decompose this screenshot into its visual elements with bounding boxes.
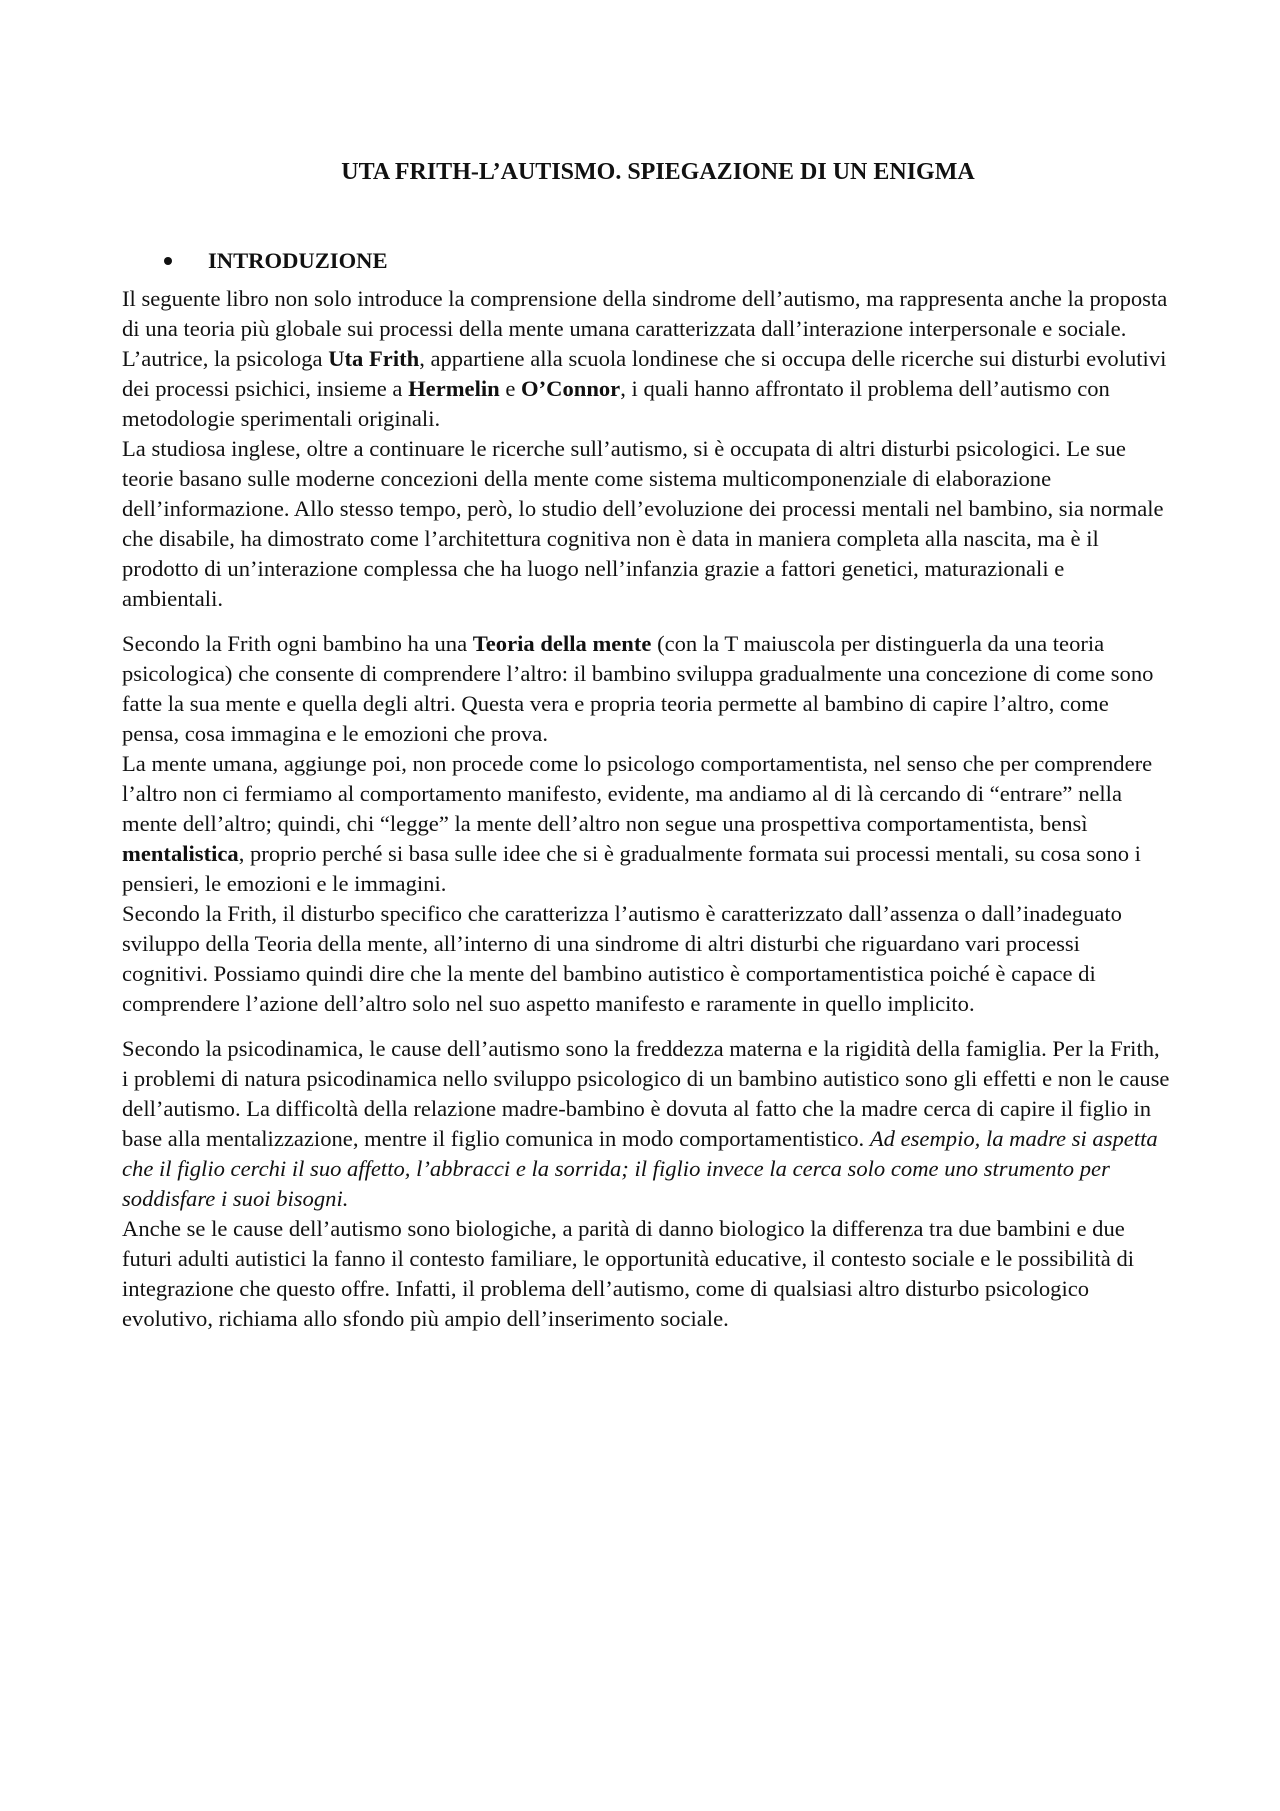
paragraph-7 — [122, 1034, 1170, 1214]
paragraph-text: Secondo la psicodinamica, le cause dell’autismo sono la freddezza materna e la rigidità della famiglia. Per la Frith, i problemi di natura psicodinamica nello sviluppo psicologico di un bambino autistico sono gli effetti e non le cause dell’autismo. La difficoltà della relazione madre-bambino è dovuta al fatto che la madre cerca di capire il figlio in base alla mentalizzazione, mentre il figlio comunica in modo comportamentistico. — [122, 1036, 1170, 1151]
paragraph-2 — [122, 344, 1170, 434]
document-body — [122, 152, 1170, 1334]
paragraph-4 — [122, 629, 1170, 749]
page-title: UTA FRITH-L’AUTISMO. SPIEGAZIONE DI UN ENIGMA — [341, 159, 975, 185]
paragraph-text: e — [499, 376, 522, 401]
bold-term-teoria-della-mente: Teoria della mente — [472, 631, 652, 656]
section-heading-label: INTRODUZIONE — [208, 248, 388, 273]
paragraph-text: Secondo la Frith ogni bambino ha una — [122, 631, 473, 656]
bold-term-mentalistica: mentalistica — [122, 841, 239, 866]
paragraph-6 — [122, 899, 1170, 1019]
paragraph-8 — [122, 1214, 1170, 1334]
italic-example: Ad esempio, la madre si aspetta che il figlio cerchi il suo affetto, l’abbracci e la sorrida; il figlio invece la cerca solo come uno strumento per soddisfare i suoi bisogni. — [122, 1126, 1158, 1211]
paragraph-text: Anche se le cause dell’autismo sono biologiche, a parità di danno biologico la differenza tra due bambini e due futuri adulti autistici la fanno il contesto familiare, le opportunità educative, il contesto sociale e le possibilità di integrazione che questo offre. Infatti, il problema dell’autismo, come di qualsiasi altro disturbo psicologico evolutivo, richiama allo sfondo più ampio dell’inserimento sociale. — [122, 1216, 1135, 1331]
paragraph-text: Il seguente libro non solo introduce la comprensione della sindrome dell’autismo, ma rappresenta anche la proposta di una teoria più globale sui processi della mente umana caratterizzata dall’interazione interpersonale e sociale. — [122, 286, 1168, 341]
bold-name-hermelin: Hermelin — [408, 376, 500, 401]
paragraph-text: , i quali hanno affrontato il problema dell’autismo con metodologie sperimentali originali. — [122, 376, 1110, 431]
bold-name-uta-frith: Uta Frith — [328, 346, 420, 371]
paragraph-text: Secondo la Frith, il disturbo specifico che caratterizza l’autismo è caratterizzato dall’assenza o dall’inadeguato sviluppo della Teoria della mente, all’interno di una sindrome di altri disturbi che riguardano vari processi cognitivi. Possiamo quindi dire che la mente del bambino autistico è comportamentistica poiché è capace di comprendere l’azione dell’altro solo nel suo aspetto manifesto e raramente in quello implicito. — [122, 901, 1122, 1016]
paragraph-text: , appartiene alla scuola londinese che si occupa delle ricerche sui disturbi evolutivi dei processi psichici, insieme a — [122, 346, 1167, 401]
paragraph-text: (con la T maiuscola per distinguerla da una teoria psicologica) che consente di comprendere l’altro: il bambino sviluppa gradualmente una concezione di come sono fatte la sua mente e quella degli altri. Questa vera e propria teoria permette al bambino di capire l’altro, come pensa, cosa immagina e le emozioni che prova. — [122, 631, 1154, 746]
section-heading — [122, 246, 1170, 276]
paragraph-3 — [122, 434, 1170, 614]
bold-name-oconnor: O’Connor — [521, 376, 621, 401]
paragraph-text: , proprio perché si basa sulle idee che si è gradualmente formata sui processi mentali, su cosa sono i pensieri, le emozioni e le immagini. — [122, 841, 1141, 896]
paragraph-1 — [122, 284, 1170, 344]
paragraph-5 — [122, 749, 1170, 899]
bullet-icon — [164, 257, 172, 265]
paragraph-text: L’autrice, la psicologa — [122, 346, 329, 371]
paragraph-text: La studiosa inglese, oltre a continuare le ricerche sull’autismo, si è occupata di altri disturbi psicologici. Le sue teorie basano sulle moderne concezioni della mente come sistema multicomponenziale di elaborazione dell’informazione. Allo stesso tempo, però, lo studio dell’evoluzione dei processi mentali nel bambino, sia normale che disabile, ha dimostrato come l’architettura cognitiva non è data in maniera completa alla nascita, ma è il prodotto di un’interazione complessa che ha luogo nell’infanzia grazie a fattori genetici, maturazionali e ambientali. — [122, 436, 1164, 611]
paragraph-text: La mente umana, aggiunge poi, non procede come lo psicologo comportamentista, nel senso che per comprendere l’altro non ci fermiamo al comportamento manifesto, evidente, ma andiamo al di là cercando di “entrare” nella mente dell’altro; quindi, chi “legge” la mente dell’altro non segue una prospettiva comportamentista, bensì — [122, 751, 1153, 836]
